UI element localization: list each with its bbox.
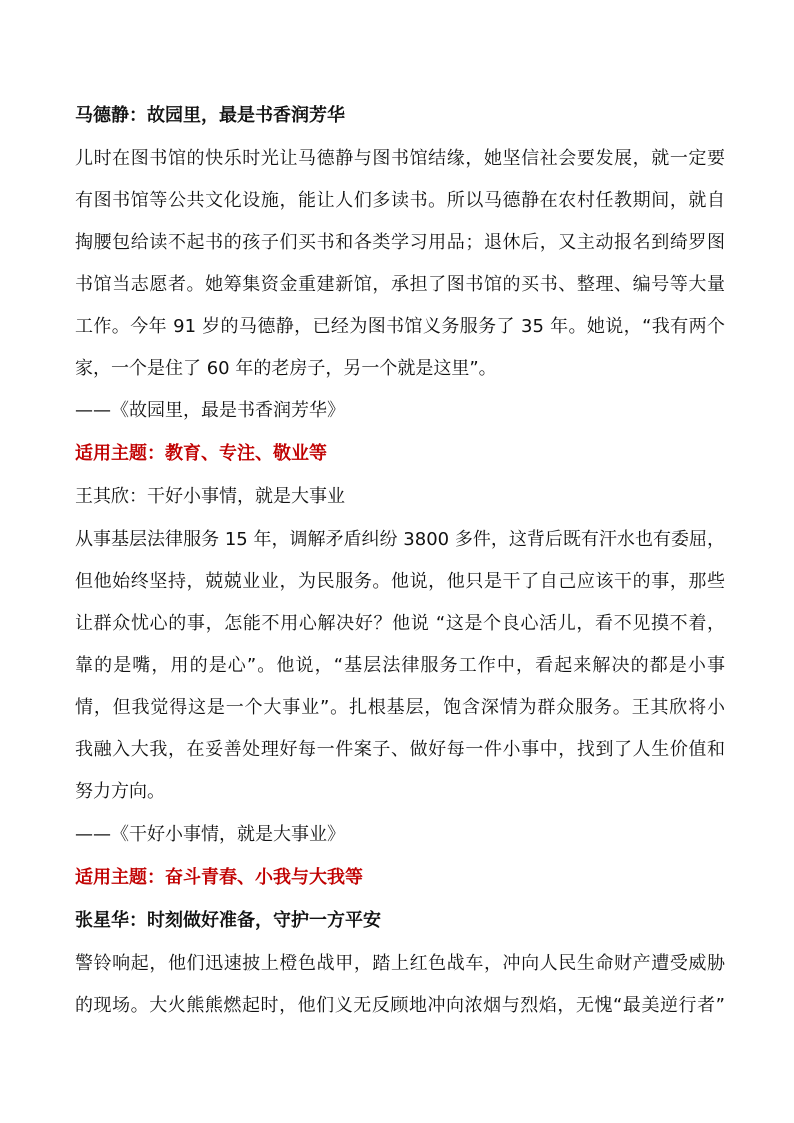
paragraph-line: 有图书馆等公共文化设施，能让人们多读书。所以马德静在农村任教期间，就自	[75, 190, 725, 211]
source-citation: ——《故园里，最是书香润芳华》	[75, 400, 345, 421]
paragraph-line: 从事基层法律服务 15 年，调解矛盾纠纷 3800 多件，这背后既有汗水也有委屈，	[75, 529, 725, 550]
section-title-ma-dejing: 马德静：故园里，最是书香润芳华	[75, 105, 345, 126]
paragraph-line: 家，一个是住了 60 年的老房子，另一个就是这里”。	[75, 358, 497, 379]
paragraph-line: 情，但我觉得这是一个大事业”。扎根基层，饱含深情为群众服务。王其欣将小	[75, 697, 725, 718]
paragraph-line: 掏腰包给读不起书的孩子们买书和各类学习用品；退休后，又主动报名到绮罗图	[75, 232, 725, 253]
paragraph-line: 儿时在图书馆的快乐时光让马德静与图书馆结缘，她坚信社会要发展，就一定要	[75, 148, 725, 169]
paragraph-line: 书馆当志愿者。她筹集资金重建新馆，承担了图书馆的买书、整理、编号等大量	[75, 274, 725, 295]
paragraph-line: 但他始终坚持，兢兢业业，为民服务。他说，他只是干了自己应该干的事，那些	[75, 571, 725, 592]
section-title-zhang-xinghua: 张星华：时刻做好准备，守护一方平安	[75, 910, 381, 931]
paragraph-line: 努力方向。	[75, 781, 165, 802]
paragraph-line: 靠的是嘴，用的是心”。他说，“基层法律服务工作中，看起来解决的都是小事	[75, 655, 725, 676]
paragraph-line: 让群众忧心的事，怎能不用心解决好？他说 “这是个良心活儿，看不见摸不着，	[75, 613, 725, 634]
applicable-theme: 适用主题：教育、专注、敬业等	[75, 443, 327, 464]
paragraph-line: 工作。今年 91 岁的马德静，已经为图书馆义务服务了 35 年。她说，“我有两个	[75, 316, 725, 337]
applicable-theme: 适用主题：奋斗青春、小我与大我等	[75, 867, 363, 888]
paragraph-line: 的现场。大火熊熊燃起时，他们义无反顾地冲向浓烟与烈焰，无愧“最美逆行者”	[75, 995, 725, 1016]
section-title-wang-qixin: 王其欣：干好小事情，就是大事业	[75, 486, 345, 507]
paragraph-line: 我融入大我，在妥善处理好每一件案子、做好每一件小事中，找到了人生价值和	[75, 739, 725, 760]
source-citation: ——《干好小事情，就是大事业》	[75, 824, 345, 845]
paragraph-line: 警铃响起，他们迅速披上橙色战甲，踏上红色战车，冲向人民生命财产遭受威胁	[75, 953, 725, 974]
